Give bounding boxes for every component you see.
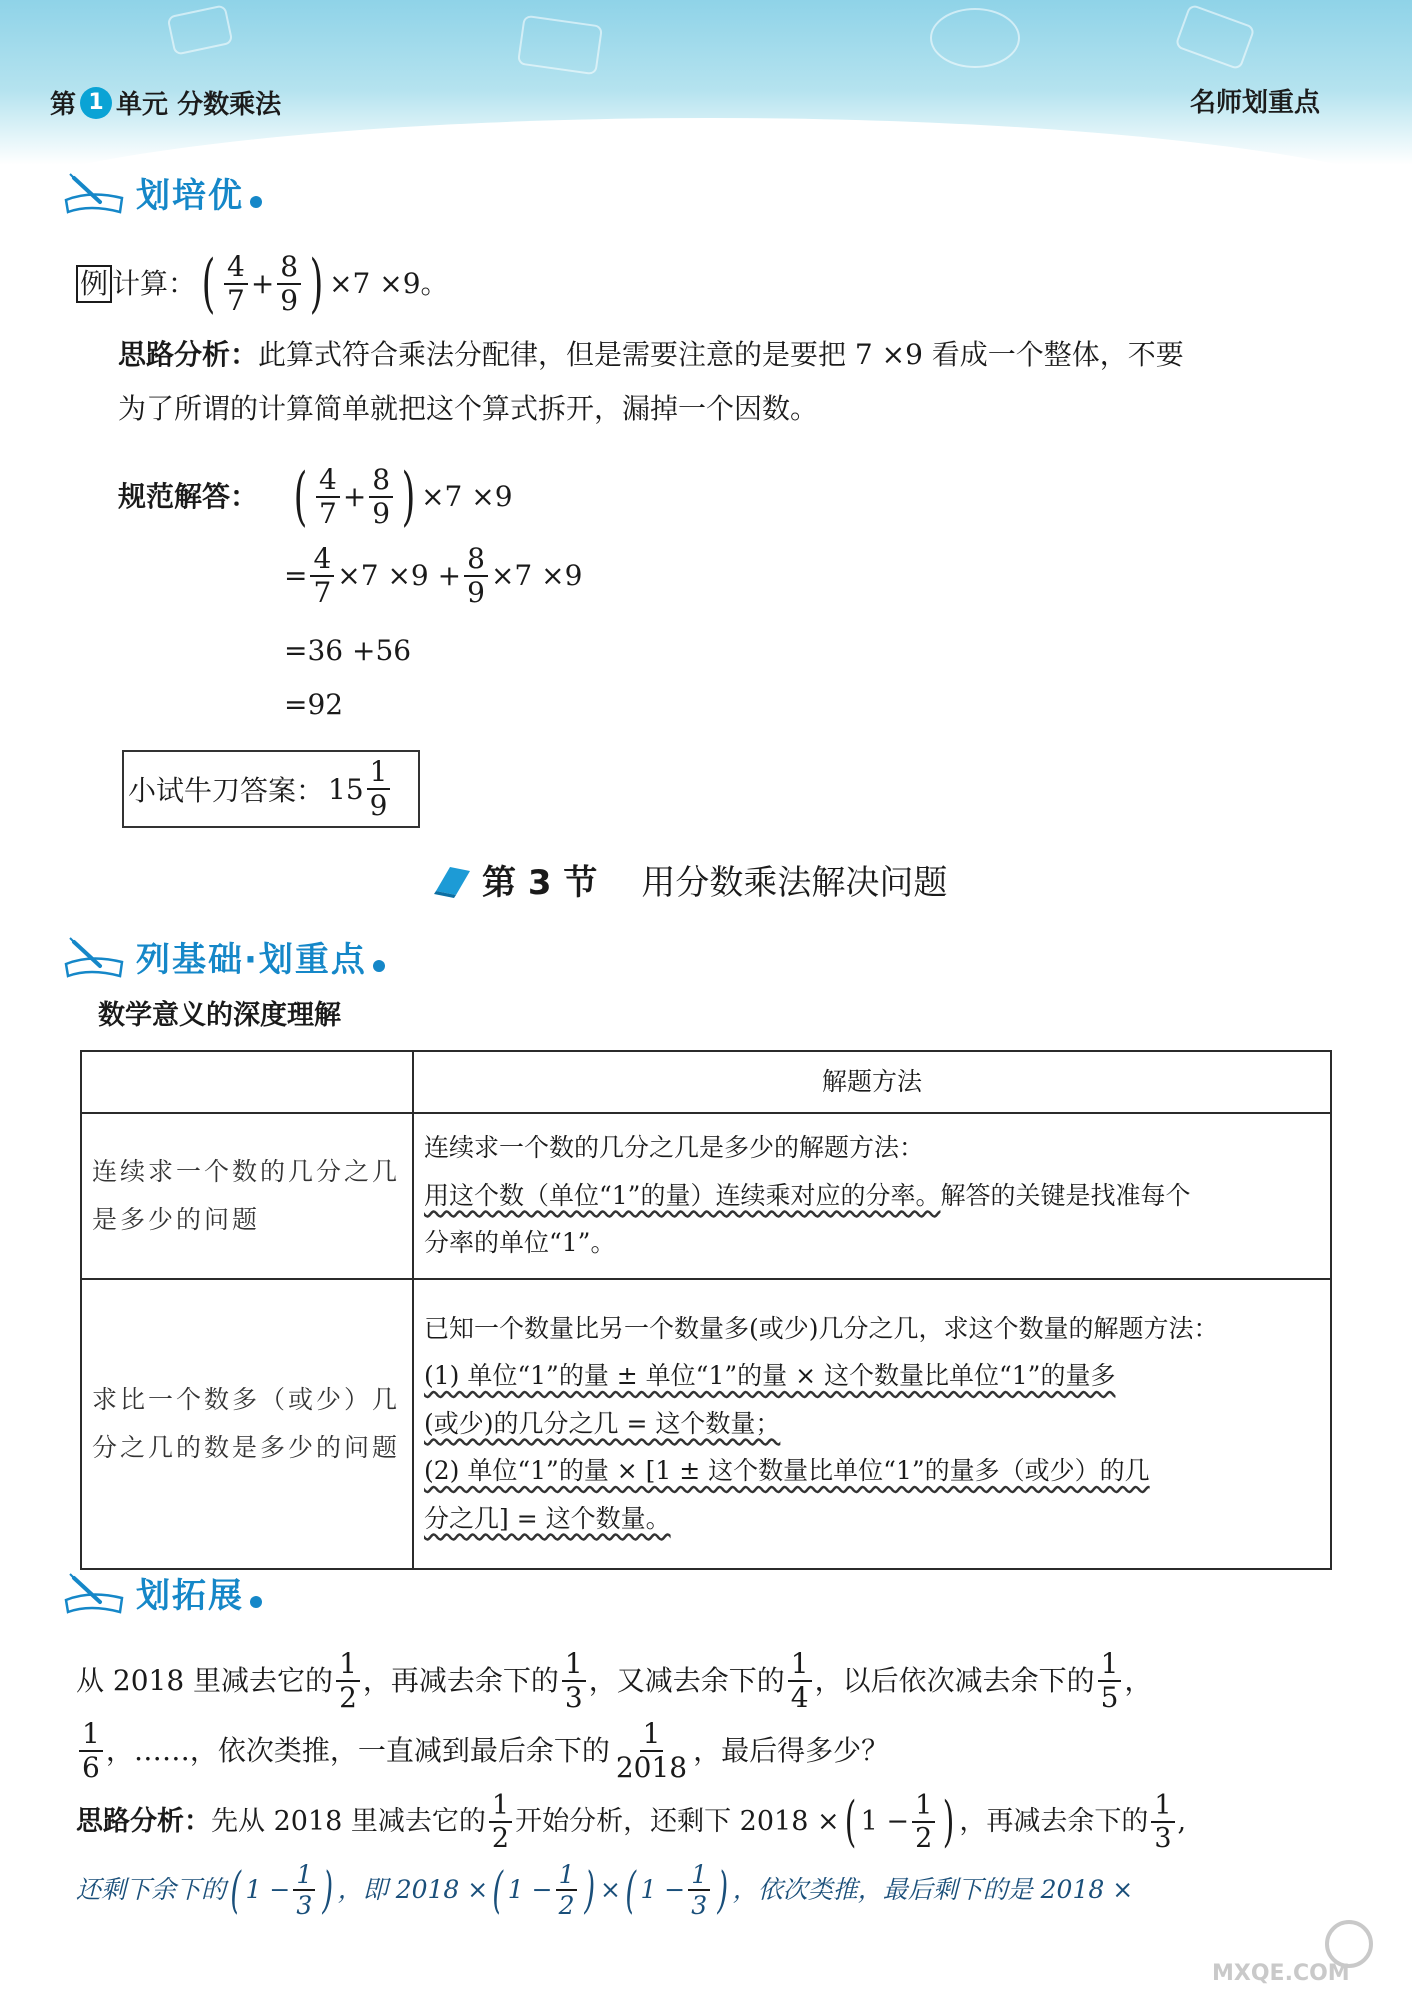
analysis2-line-2: 还剩下余下的 ( 1 − $\frac{1}{3}$ ) ，即 2018 × ( 1 − $\frac{1}{2}$ ) × ( 1 − $\frac{1}{3}$ ) ，依次类推，最后剩下的是 2018 × (76, 1860, 1134, 1920)
example-line: 例 计算： ( $\frac{4}{7}$ + $\frac{8}{9}$ ) ×7 ×9。 (76, 252, 449, 316)
analysis-line-1: 思路分析：此算式符合乘法分配律，但是需要注意的是要把 7 ×9 看成一个整体，不要 (118, 338, 1184, 371)
fraction: $\frac{1}{3}$ (293, 1862, 315, 1918)
fraction: $\frac{1}{6}$ (79, 1720, 103, 1782)
analysis-line-2: 为了所谓的计算简单就把这个算式拆开，漏掉一个因数。 (118, 392, 819, 425)
problem-type-cell: 求比一个数多（或少）几分之几的数是多少的问题 (81, 1279, 413, 1569)
doodle-shape (517, 15, 603, 76)
fraction: $\frac{1}{4}$ (788, 1650, 812, 1712)
doodle-shape (166, 4, 233, 56)
fraction: $\frac{8}{9}$ (277, 253, 301, 315)
method-cell: 已知一个数量比另一个数量多(或少)几分之几，求这个数量的解题方法： (1) 单位“1”的量 ± 单位“1”的量 × 这个数量比单位“1”的量多 (或少)的几分之几 = 这个数量； (2) 单位“1”的量 × [1 ± 这个数量比单位“1”的量多（或少）的几 分之几] = 这个数量。 (413, 1279, 1331, 1569)
section-head-tuozhan (60, 1568, 262, 1617)
fraction: $\frac{1}{5}$ (1098, 1650, 1122, 1712)
solution-line-2: = $\frac{4}{7}$ ×7 ×9 + $\frac{8}{9}$ ×7 ×9 (284, 542, 583, 609)
unit-prefix: 第 (50, 90, 77, 120)
solution-label: 规范解答： (118, 480, 259, 514)
book-icon (432, 861, 474, 899)
problem-type-cell: 连续求一个数的几分之几是多少的问题 (81, 1113, 413, 1279)
pencil-book-icon (60, 170, 130, 216)
right-paren: ) (309, 247, 324, 321)
fraction: $\frac{1}{2}$ (556, 1862, 578, 1918)
example-tag: 例 (76, 265, 112, 303)
analysis-label: 思路分析： (76, 1805, 211, 1837)
fraction: $\frac{1}{2}$ (336, 1650, 360, 1712)
fraction: $\frac{8}{9}$ (369, 466, 393, 528)
fraction: $\frac{4}{7}$ (310, 545, 334, 607)
table-header-empty (81, 1051, 413, 1113)
unit-number-badge: 1 (80, 87, 112, 119)
method-table (80, 1050, 1332, 1570)
brand-label: 名师划重点 (1189, 88, 1320, 118)
expr-tail: ×7 ×9。 (329, 267, 449, 301)
svg-text:MXQE.COM: MXQE.COM (1212, 1961, 1350, 1986)
unit-title (50, 84, 281, 121)
section-label: 列基础·划重点 (136, 940, 367, 980)
method-cell: 连续求一个数的几分之几是多少的解题方法： 用这个数（单位“1”的量）连续乘对应的分率。解答的关键是找准每个 分率的单位“1”。 (413, 1113, 1331, 1279)
header-curve (0, 118, 1412, 165)
problem-line-1: 从 2018 里减去它的 $\frac{1}{2}$ ，再减去余下的 $\frac{1}{3}$ ，又减去余下的 $\frac{1}{4}$ ，以后依次减去余下的 $\frac{1}{5}$ ， (76, 1647, 1153, 1714)
fraction: $\frac{1}{3}$ (1151, 1792, 1174, 1852)
fraction: $\frac{1}{3}$ (688, 1862, 710, 1918)
section-name: 用分数乘法解决问题 (641, 863, 948, 903)
section-head-jichu (60, 932, 385, 981)
fraction: $\frac{1}{3}$ (562, 1650, 586, 1712)
watermark-logo (1194, 1916, 1384, 1986)
answer-box: 小试牛刀答案： 15 $\frac{1}{9}$ (122, 750, 420, 828)
fraction: $\frac{8}{9}$ (464, 545, 488, 607)
problem-line-2: $\frac{1}{6}$ ，……，依次类推，一直减到最后余下的 $\frac{1}{2018}$ ，最后得多少？ (76, 1720, 889, 1782)
fraction: $\frac{1}{2}$ (489, 1792, 512, 1852)
pencil-book-icon (60, 1570, 130, 1616)
section-dot (250, 196, 262, 208)
solution-line-3: =36 +56 (284, 634, 412, 667)
section-head-peiyou (60, 168, 262, 217)
table-header-method: 解题方法 (413, 1051, 1331, 1113)
section-label: 划培优 (136, 176, 244, 216)
fraction: $\frac{1}{9}$ (367, 758, 391, 820)
doodle-shape (930, 8, 1020, 68)
fraction: $\frac{1}{2018}$ (615, 1717, 688, 1784)
section-dot (373, 960, 385, 972)
example-prompt: 计算： (112, 267, 197, 301)
unit-name: 单元 分数乘法 (116, 90, 282, 120)
pencil-book-icon (60, 934, 130, 980)
section-dot (250, 1596, 262, 1608)
right-paren: ) (401, 460, 416, 534)
table-header-row (81, 1051, 1331, 1113)
table-caption: 数学意义的深度理解 (98, 1000, 341, 1031)
table-row (81, 1279, 1331, 1569)
left-paren: ( (201, 247, 216, 321)
solution-line-1: 规范解答： ( $\frac{4}{7}$ + $\frac{8}{9}$ ) ×7 ×9 (118, 460, 513, 534)
solution-line-4: =92 (284, 688, 344, 721)
analysis-label: 思路分析： (118, 338, 259, 371)
section-label: 划拓展 (136, 1576, 244, 1616)
section-title (432, 855, 947, 904)
table-row (81, 1113, 1331, 1279)
section-number: 第 3 节 (482, 863, 598, 903)
left-paren: ( (293, 460, 308, 534)
doodle-shape (1174, 3, 1256, 70)
fraction: $\frac{4}{7}$ (224, 253, 248, 315)
fraction: $\frac{4}{7}$ (316, 466, 340, 528)
fraction: $\frac{1}{2}$ (912, 1792, 935, 1852)
answer-label: 小试牛刀答案： (128, 774, 325, 807)
analysis2-line-1: 思路分析： 先从 2018 里减去它的 $\frac{1}{2}$ 开始分析，还剩下 2018 × ( 1 − $\frac{1}{2}$ ) ，再减去余下的 $\frac{1}{3}$ , (76, 1790, 1187, 1854)
